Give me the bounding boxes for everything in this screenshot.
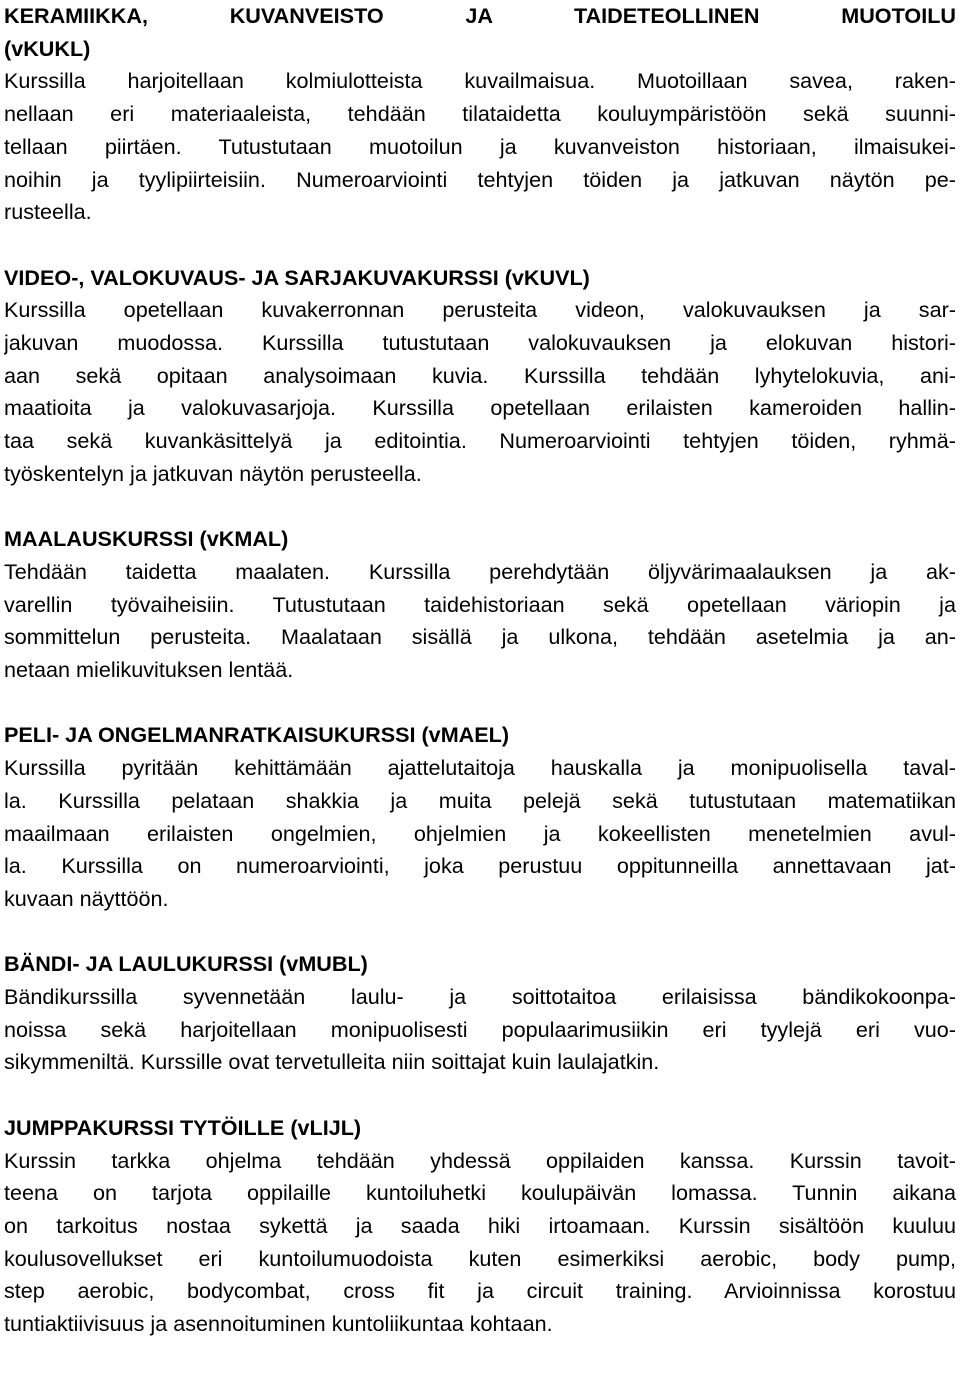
course-section-keramiikka bbox=[4, 0, 956, 229]
course-description-line: Kurssin tarkka ohjelma tehdään yhdessä oppilaiden kanssa. Kurssin tavoit- bbox=[4, 1147, 956, 1173]
course-description-line: työskentelyn ja jatkuvan näytön perusteella. bbox=[4, 460, 422, 486]
course-description-line: tellaan piirtäen. Tutustutaan muotoilun ja kuvanveiston historiaan, ilmaisukei- bbox=[4, 133, 956, 159]
course-section-bandi bbox=[4, 948, 956, 1079]
course-code: (vKUKL) bbox=[4, 35, 91, 61]
course-description-line: Kurssilla harjoitellaan kolmiulotteista kuvailmaisua. Muotoillaan savea, raken- bbox=[4, 68, 956, 94]
course-section-maalaus bbox=[4, 523, 956, 687]
course-description-line: netaan mielikuvituksen lentää. bbox=[4, 657, 294, 683]
course-description-line: jakuvan muodossa. Kurssilla tutustutaan valokuvauksen ja elokuvan histori- bbox=[4, 330, 956, 356]
course-description-line: Tehdään taidetta maalaten. Kurssilla perehdytään öljyvärimaalauksen ja ak- bbox=[4, 558, 956, 584]
course-title: BÄNDI- JA LAULUKURSSI (vMUBL) bbox=[4, 951, 368, 977]
course-description-line: Kurssilla opetellaan kuvakerronnan perusteita videon, valokuvauksen ja sar- bbox=[4, 297, 956, 323]
course-title: VIDEO-, VALOKUVAUS- JA SARJAKUVAKURSSI (vKUVL) bbox=[4, 264, 590, 290]
course-description-line: nellaan eri materiaaleista, tehdään tilataidetta kouluympäristöön sekä suunni- bbox=[4, 101, 956, 127]
course-description-line: on tarkoitus nostaa sykettä ja saada hiki irtoamaan. Kurssin sisältöön kuuluu bbox=[4, 1212, 956, 1238]
course-section-peli bbox=[4, 719, 956, 915]
course-description-line: noissa sekä harjoitellaan monipuolisesti populaarimusiikin eri tyylejä eri vuo- bbox=[4, 1016, 956, 1042]
course-description-line: varellin työvaiheisiin. Tutustutaan taidehistoriaan sekä opetellaan väriopin ja bbox=[4, 591, 956, 617]
course-title: KERAMIIKKA, KUVANVEISTO JA TAIDETEOLLINEN MUOTOILU bbox=[4, 3, 956, 28]
document-page bbox=[4, 0, 956, 1373]
course-section-video bbox=[4, 262, 956, 491]
course-description-line: kuvaan näyttöön. bbox=[4, 885, 169, 911]
course-description-line: maatioita ja valokuvasarjoja. Kurssilla opetellaan erilaisten kameroiden hallin- bbox=[4, 395, 956, 421]
course-description-line: aan sekä opitaan analysoimaan kuvia. Kurssilla tehdään lyhytelokuvia, ani- bbox=[4, 362, 956, 388]
course-description-line: teena on tarjota oppilaille kuntoiluhetki koulupäivän lomassa. Tunnin aikana bbox=[4, 1180, 956, 1206]
course-description-line: sikymmeniltä. Kurssille ovat tervetulleita niin soittajat kuin laulajatkin. bbox=[4, 1049, 660, 1075]
course-description-line: taa sekä kuvankäsittelyä ja editointia. Numeroarviointi tehtyjen töiden, ryhmä- bbox=[4, 428, 956, 454]
course-title: PELI- JA ONGELMANRATKAISUKURSSI (vMAEL) bbox=[4, 722, 510, 748]
course-section-jumppa bbox=[4, 1112, 956, 1341]
course-description-line: Bändikurssilla syvennetään laulu- ja soittotaitoa erilaisissa bändikokoonpa- bbox=[4, 984, 956, 1010]
course-title: MAALAUSKURSSI (vKMAL) bbox=[4, 526, 289, 552]
course-description-line: koulusovellukset eri kuntoilumuodoista kuten esimerkiksi aerobic, body pump, bbox=[4, 1245, 956, 1271]
course-description-line: Kurssilla pyritään kehittämään ajattelutaitoja hauskalla ja monipuolisella taval- bbox=[4, 755, 956, 781]
course-description-line: step aerobic, bodycombat, cross fit ja circuit training. Arvioinnissa korostuu bbox=[4, 1278, 956, 1304]
course-description-line: sommittelun perusteita. Maalataan sisällä ja ulkona, tehdään asetelmia ja an- bbox=[4, 624, 956, 650]
course-description-line: noihin ja tyylipiirteisiin. Numeroarviointi tehtyjen töiden ja jatkuvan näytön pe- bbox=[4, 166, 956, 192]
course-description-line: maailmaan erilaisten ongelmien, ohjelmien ja kokeellisten menetelmien avul- bbox=[4, 820, 956, 846]
course-description-line: tuntiaktiivisuus ja asennoituminen kuntoliikuntaa kohtaan. bbox=[4, 1311, 553, 1337]
course-description-line: rusteella. bbox=[4, 199, 92, 225]
course-description-line: la. Kurssilla pelataan shakkia ja muita pelejä sekä tutustutaan matematiikan bbox=[4, 787, 956, 813]
course-description-line: la. Kurssilla on numeroarviointi, joka perustuu oppitunneilla annettavaan jat- bbox=[4, 853, 956, 879]
course-title: JUMPPAKURSSI TYTÖILLE (vLIJL) bbox=[4, 1114, 362, 1140]
